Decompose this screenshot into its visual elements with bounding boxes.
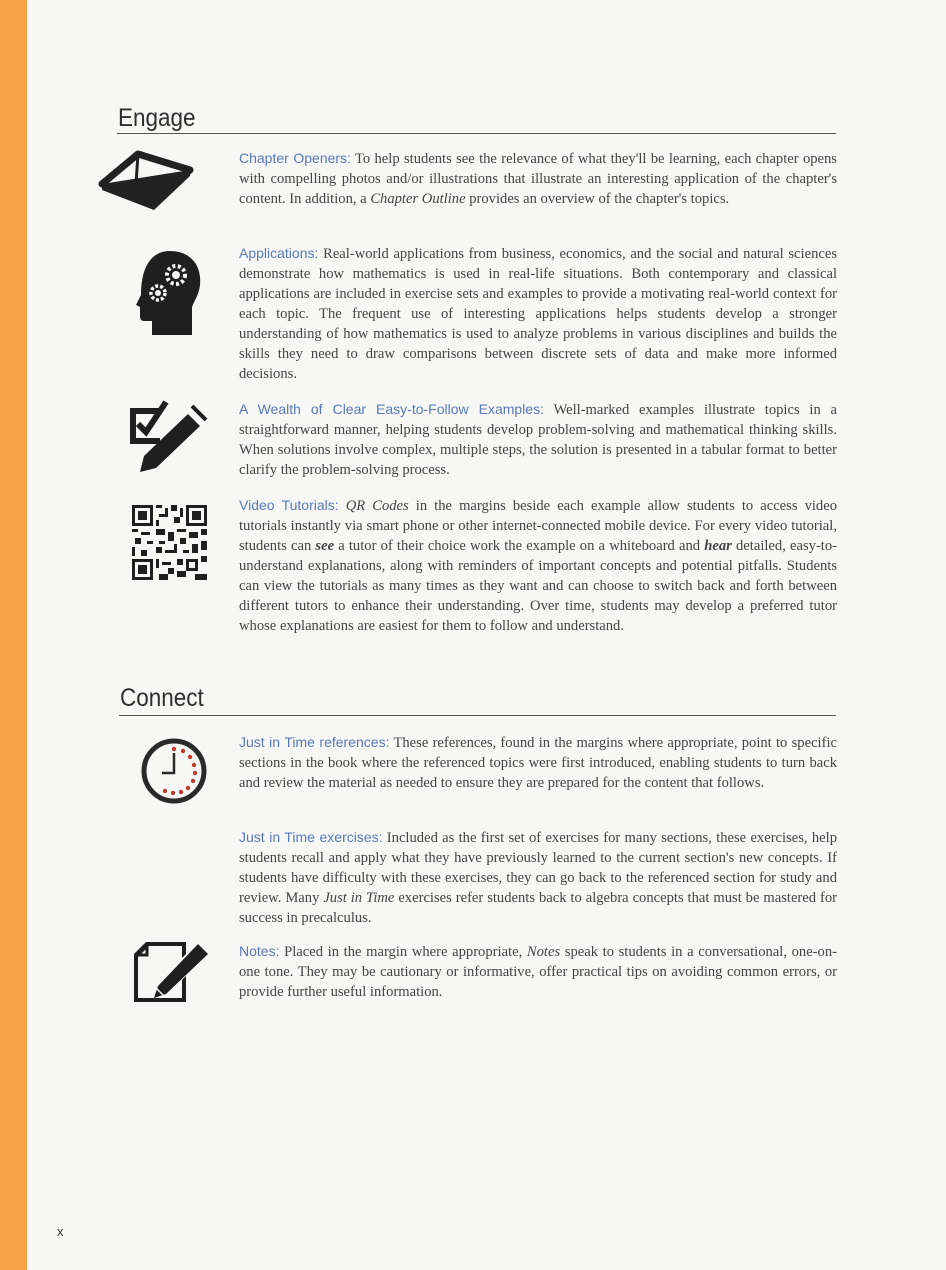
entry-lead: Video Tutorials:	[239, 497, 339, 513]
entry-lead: Applications:	[239, 245, 319, 261]
entry-text: These references, found in the margins where appropriate, point to specific sections in the book where the referenced topics were first introduced, enabling students to turn back and review the material as needed to ensure they are prepared for the content that follows.	[239, 735, 837, 791]
entry-text: Placed in the margin where appropriate,	[279, 944, 527, 960]
page-number: x	[57, 1224, 64, 1239]
entry-bold-see: see	[315, 538, 335, 554]
section-rule-connect	[119, 715, 836, 716]
entry-video-tutorials	[239, 495, 837, 636]
entry-italic: QR Codes	[345, 498, 409, 514]
entry-examples	[239, 399, 837, 480]
entry-italic: Notes	[526, 944, 561, 960]
section-title-connect: Connect	[120, 684, 204, 712]
entry-lead: A Wealth of Clear Easy-to-Follow Examples:	[239, 401, 544, 417]
entry-text: detailed, easy-to-understand explanations, along with reminders of important concepts and potential pitfalls. Students can view the tutorials as many times as they want and can choose to switch back and forth between different tutors to enhance their understanding. Over time, students may develop a preferred tutor whose explanations are easiest for them to follow and understand.	[239, 538, 838, 634]
entry-lead: Chapter Openers:	[239, 150, 351, 166]
entry-bold-hear: hear	[704, 538, 732, 554]
entry-text-after: provides an overview of the chapter's topics.	[465, 191, 730, 207]
open-book-icon	[98, 148, 194, 212]
entry-jit-references	[239, 732, 837, 793]
entry-text: Real-world applications from business, economics, and the social and natural sciences demonstrate how mathematics is used in real-life situations. Both contemporary and classical applications are included in exercise sets and examples to provide a motivating real-world context for each topic. The frequent use of interesting applications helps students develop a stronger understanding of how mathematics is used to analyze problems in various disciplines and builds the skills they need to draw comparisons between discrete sets of data and make more informed decisions.	[239, 246, 837, 382]
qr-code-icon	[132, 505, 207, 580]
entry-italic: Chapter Outline	[370, 191, 466, 207]
checkbox-pencil-icon	[126, 398, 210, 474]
entry-applications	[239, 243, 837, 384]
head-gears-icon	[136, 249, 204, 337]
entry-text: a tutor of their choice work the example on a whiteboard and	[334, 538, 705, 554]
section-title-engage: Engage	[118, 104, 196, 132]
entry-lead: Just in Time references:	[239, 734, 390, 750]
entry-text: To help students see the relevance of what they'll be learning, each chapter opens with compelling photos and/or illustrations that illustrate an interesting application of the chapter's content. In addition, a	[239, 151, 837, 207]
orange-edge-strip	[0, 0, 27, 1270]
entry-jit-exercises	[239, 827, 837, 928]
entry-chapter-openers	[239, 148, 837, 209]
entry-lead: Just in Time exercises:	[239, 829, 383, 845]
entry-text: in the margins beside each example allow students to access video tutorials instantly via smart phone or other internet-connected mobile device. For every video tutorial, students can	[239, 498, 837, 554]
entry-lead: Notes:	[239, 943, 280, 959]
entry-italic: Just in Time	[323, 890, 395, 906]
entry-text-after: exercises refer students back to algebra concepts that must be mastered for success in precalculus.	[239, 890, 837, 926]
entry-notes	[239, 941, 837, 1002]
clock-icon	[140, 737, 208, 805]
note-pencil-icon	[132, 940, 212, 1004]
section-rule-engage	[117, 133, 836, 134]
entry-text: Well-marked examples illustrate topics in a straightforward manner, helping students develop problem-solving and mathematical thinking skills. When solutions involve complex, multiple steps, the solution is presented in a tabular format to better clarify the problem-solving process.	[239, 402, 837, 478]
entry-text: Included as the first set of exercises for many sections, these exercises, help students recall and apply what they have previously learned to the current section's new concepts. If students have difficulty with these exercises, they can go back to the referenced section for study and review. Many	[239, 830, 837, 906]
entry-text-after: speak to students in a conversational, one-on-one tone. They may be cautionary or informative, offer practical tips on avoiding common errors, or provide further useful information.	[239, 944, 837, 1000]
